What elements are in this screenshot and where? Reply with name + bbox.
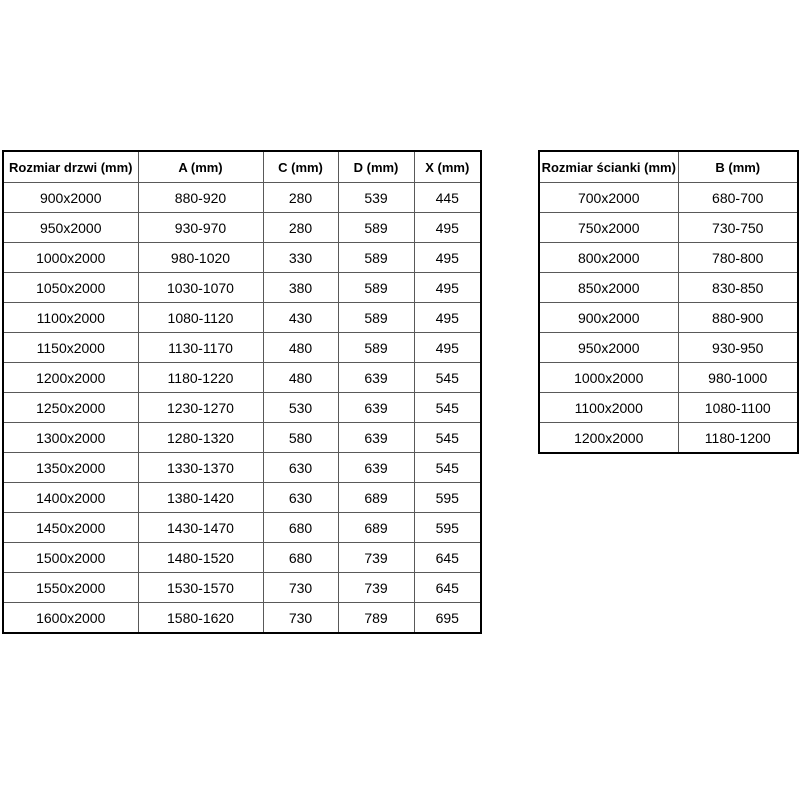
table-row: [3, 423, 481, 453]
table-cell: 545: [414, 423, 481, 453]
table-cell: 930-950: [678, 333, 798, 363]
table-cell: 900x2000: [539, 303, 678, 333]
table-cell: 1000x2000: [539, 363, 678, 393]
column-header: A (mm): [138, 151, 263, 183]
table-row: [3, 603, 481, 634]
table-cell: 1580-1620: [138, 603, 263, 634]
table-cell: 330: [263, 243, 338, 273]
table-cell: 950x2000: [539, 333, 678, 363]
table-cell: 980-1000: [678, 363, 798, 393]
table-cell: 730: [263, 603, 338, 634]
table-cell: 1200x2000: [539, 423, 678, 454]
table-cell: 739: [338, 573, 414, 603]
table-cell: 830-850: [678, 273, 798, 303]
table-cell: 539: [338, 183, 414, 213]
table-cell: 1380-1420: [138, 483, 263, 513]
table-cell: 780-800: [678, 243, 798, 273]
table-cell: 495: [414, 243, 481, 273]
table-cell: 880-920: [138, 183, 263, 213]
table-cell: 950x2000: [3, 213, 138, 243]
table-cell: 589: [338, 243, 414, 273]
table-row: [3, 303, 481, 333]
table-cell: 1450x2000: [3, 513, 138, 543]
table-row: [3, 213, 481, 243]
table-cell: 1100x2000: [539, 393, 678, 423]
table-cell: 589: [338, 213, 414, 243]
table-cell: 1300x2000: [3, 423, 138, 453]
table-cell: 695: [414, 603, 481, 634]
table-cell: 595: [414, 483, 481, 513]
table-cell: 495: [414, 213, 481, 243]
table-cell: 880-900: [678, 303, 798, 333]
table-row: [3, 573, 481, 603]
table-row: [3, 333, 481, 363]
column-header: B (mm): [678, 151, 798, 183]
table-cell: 480: [263, 363, 338, 393]
column-header: Rozmiar ścianki (mm): [539, 151, 678, 183]
table-cell: 1600x2000: [3, 603, 138, 634]
table-cell: 280: [263, 213, 338, 243]
table-cell: 680-700: [678, 183, 798, 213]
table-row: [539, 243, 798, 273]
table-cell: 800x2000: [539, 243, 678, 273]
table-row: [3, 453, 481, 483]
table-cell: 580: [263, 423, 338, 453]
table-cell: 680: [263, 543, 338, 573]
table-cell: 595: [414, 513, 481, 543]
table-cell: 850x2000: [539, 273, 678, 303]
table-cell: 589: [338, 303, 414, 333]
table-cell: 1080-1100: [678, 393, 798, 423]
table-row: [539, 363, 798, 393]
table-cell: 1280-1320: [138, 423, 263, 453]
column-header: Rozmiar drzwi (mm): [3, 151, 138, 183]
table-row: [539, 303, 798, 333]
table-cell: 1100x2000: [3, 303, 138, 333]
table-cell: 1330-1370: [138, 453, 263, 483]
table-cell: 545: [414, 453, 481, 483]
table-cell: 1230-1270: [138, 393, 263, 423]
table-cell: 689: [338, 513, 414, 543]
table-cell: 789: [338, 603, 414, 634]
table-cell: 589: [338, 333, 414, 363]
table-cell: 645: [414, 543, 481, 573]
table-cell: 639: [338, 423, 414, 453]
table-row: [3, 273, 481, 303]
table-cell: 545: [414, 393, 481, 423]
table-cell: 1000x2000: [3, 243, 138, 273]
table-cell: 1400x2000: [3, 483, 138, 513]
table-cell: 1480-1520: [138, 543, 263, 573]
table-cell: 645: [414, 573, 481, 603]
table-cell: 1200x2000: [3, 363, 138, 393]
table-cell: 639: [338, 363, 414, 393]
table-cell: 1180-1220: [138, 363, 263, 393]
table-cell: 480: [263, 333, 338, 363]
table-row: [3, 243, 481, 273]
table-cell: 1530-1570: [138, 573, 263, 603]
column-header: C (mm): [263, 151, 338, 183]
header-row: [3, 151, 481, 183]
table-cell: 730-750: [678, 213, 798, 243]
table-cell: 930-970: [138, 213, 263, 243]
table-cell: 639: [338, 453, 414, 483]
column-header: X (mm): [414, 151, 481, 183]
table-row: [3, 513, 481, 543]
table-cell: 689: [338, 483, 414, 513]
table-row: [539, 333, 798, 363]
table-row: [3, 483, 481, 513]
table-cell: 680: [263, 513, 338, 543]
table-cell: 1080-1120: [138, 303, 263, 333]
table-cell: 589: [338, 273, 414, 303]
table-cell: 750x2000: [539, 213, 678, 243]
door-size-table: [2, 150, 482, 634]
table-cell: 739: [338, 543, 414, 573]
table-row: [539, 213, 798, 243]
table-cell: 1130-1170: [138, 333, 263, 363]
table-cell: 530: [263, 393, 338, 423]
wall-size-table: [538, 150, 799, 454]
table-cell: 1350x2000: [3, 453, 138, 483]
table-row: [3, 543, 481, 573]
table-cell: 639: [338, 393, 414, 423]
table-cell: 430: [263, 303, 338, 333]
table-cell: 1430-1470: [138, 513, 263, 543]
table-cell: 1500x2000: [3, 543, 138, 573]
column-header: D (mm): [338, 151, 414, 183]
table-cell: 1180-1200: [678, 423, 798, 454]
table-cell: 495: [414, 273, 481, 303]
table-cell: 280: [263, 183, 338, 213]
table-cell: 700x2000: [539, 183, 678, 213]
table-row: [539, 423, 798, 454]
table-cell: 1050x2000: [3, 273, 138, 303]
table-row: [3, 183, 481, 213]
table-row: [539, 273, 798, 303]
header-row: [539, 151, 798, 183]
table-cell: 380: [263, 273, 338, 303]
table-cell: 1550x2000: [3, 573, 138, 603]
table-row: [539, 183, 798, 213]
table-cell: 630: [263, 453, 338, 483]
table-cell: 630: [263, 483, 338, 513]
table-row: [3, 363, 481, 393]
table-cell: 1150x2000: [3, 333, 138, 363]
table-cell: 545: [414, 363, 481, 393]
table-cell: 1030-1070: [138, 273, 263, 303]
table-row: [539, 393, 798, 423]
table-cell: 900x2000: [3, 183, 138, 213]
table-cell: 495: [414, 333, 481, 363]
table-row: [3, 393, 481, 423]
table-cell: 1250x2000: [3, 393, 138, 423]
table-cell: 495: [414, 303, 481, 333]
table-cell: 445: [414, 183, 481, 213]
table-cell: 730: [263, 573, 338, 603]
table-cell: 980-1020: [138, 243, 263, 273]
